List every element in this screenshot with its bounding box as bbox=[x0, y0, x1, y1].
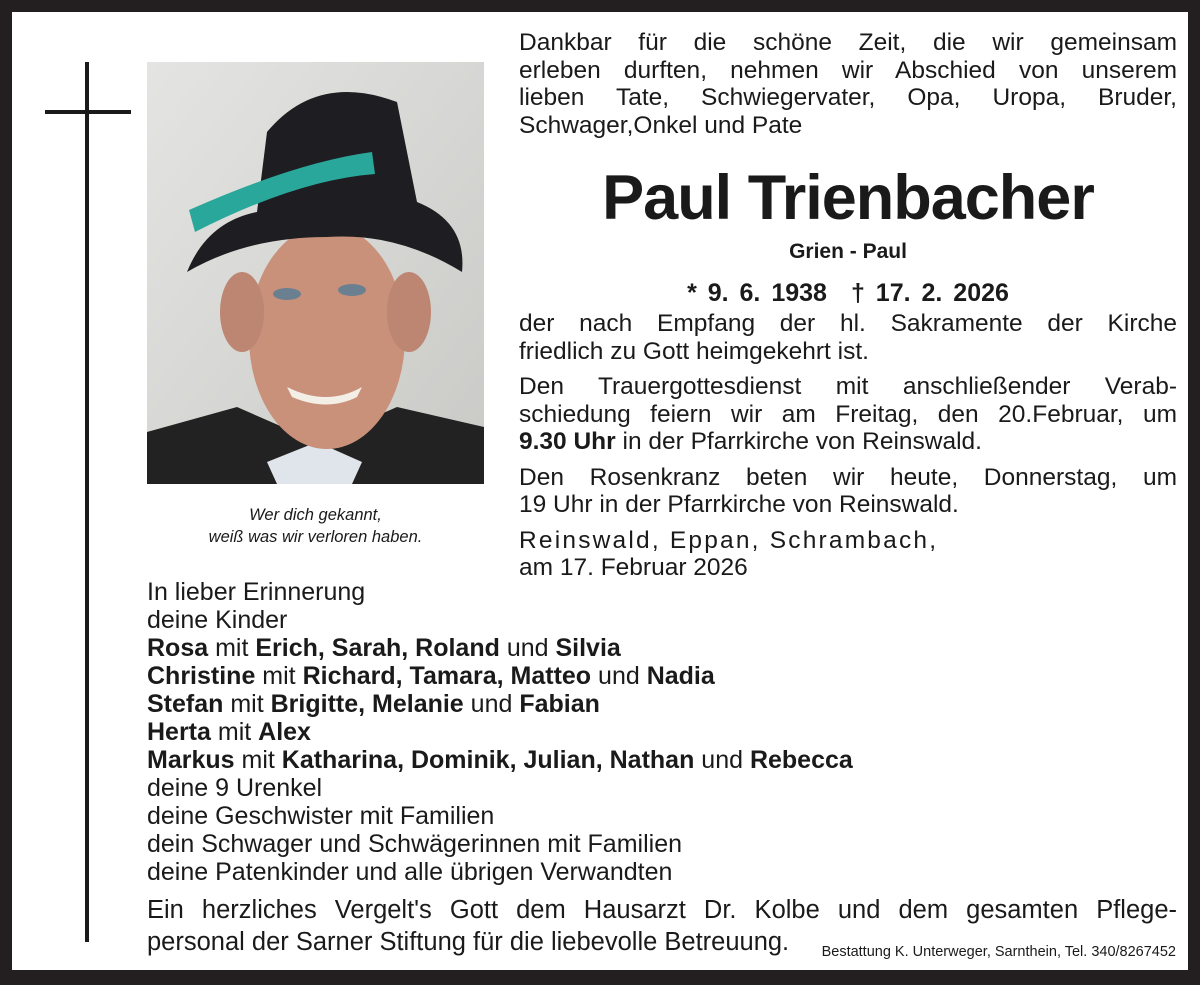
text-segment: deine Kinder bbox=[147, 606, 288, 634]
text-segment: und bbox=[463, 690, 520, 718]
text-segment: mit bbox=[234, 746, 282, 774]
bold-name: 9.30 Uhr bbox=[519, 428, 616, 455]
intro-line: erleben durften, nehmen wir Abschied von unserem bbox=[519, 56, 1177, 84]
text-segment: mit bbox=[255, 662, 303, 690]
text-segment: und bbox=[591, 662, 647, 690]
family-line bbox=[147, 802, 853, 830]
text-line bbox=[519, 310, 1177, 338]
birth-date: * 9. 6. 1938 bbox=[687, 279, 827, 307]
cross-icon-bar bbox=[45, 110, 131, 114]
text-segment: friedlich zu Gott heimgekehrt ist. bbox=[519, 337, 869, 365]
intro-text bbox=[519, 29, 1177, 139]
bold-name: Nadia bbox=[646, 662, 715, 690]
thanks-line: personal der Sarner Stiftung für die liebevolle Betreuung. bbox=[147, 928, 790, 956]
deceased-name: Paul Trienbacher bbox=[602, 163, 1094, 233]
text-segment: mit bbox=[210, 718, 259, 746]
family-line bbox=[147, 746, 853, 774]
text-segment: Den Trauergottesdienst mit anschließender Verab- bbox=[519, 373, 1177, 400]
bold-name: Markus bbox=[147, 746, 235, 774]
family-line bbox=[147, 774, 853, 802]
paragraph bbox=[519, 310, 1177, 365]
family-line bbox=[147, 578, 853, 606]
thanks-line: Ein herzliches Vergelt's Gott dem Hausarzt Dr. Kolbe und dem gesamten Pflege- bbox=[147, 896, 1177, 924]
text-segment: und bbox=[499, 634, 556, 662]
family-line bbox=[147, 858, 853, 886]
bold-name: Rebecca bbox=[749, 746, 853, 774]
text-segment: mit bbox=[223, 690, 271, 718]
bold-name: Christine bbox=[147, 662, 256, 690]
intro-line: Dankbar für die schöne Zeit, die wir gemeinsam bbox=[519, 29, 1177, 56]
bold-name: Rosa bbox=[147, 634, 209, 662]
nickname: Grien - Paul bbox=[789, 240, 907, 263]
text-segment: dein Schwager und Schwägerinnen mit Familien bbox=[147, 830, 683, 858]
bold-name: Richard, Tamara, Matteo bbox=[302, 662, 592, 690]
paragraph bbox=[519, 373, 1177, 456]
bold-name: Alex bbox=[258, 718, 311, 746]
bold-name: Brigitte, Melanie bbox=[270, 690, 464, 718]
caption-line: weiß was wir verloren haben. bbox=[208, 528, 423, 546]
text-segment: in der Pfarrkirche von Reinswald. bbox=[615, 428, 982, 455]
family-line bbox=[147, 690, 853, 718]
portrait-photo bbox=[147, 62, 484, 484]
text-segment: deine Geschwister mit Familien bbox=[147, 802, 495, 830]
obituary-notice bbox=[12, 12, 1188, 970]
funeral-home-footer: Bestattung K. Unterweger, Sarnthein, Tel. 340/8267452 bbox=[821, 944, 1176, 960]
bold-name: Erich, Sarah, Roland bbox=[255, 634, 500, 662]
family-line bbox=[147, 634, 853, 662]
family-line bbox=[147, 662, 853, 690]
place: Reinswald, Eppan, Schrambach, bbox=[519, 527, 939, 554]
text-segment: der nach Empfang der hl. Sakramente der Kirche bbox=[519, 310, 1177, 337]
text-line bbox=[519, 428, 1177, 456]
caption-line: Wer dich gekannt, bbox=[249, 506, 382, 524]
family-line bbox=[147, 718, 853, 746]
bold-name: Katharina, Dominik, Julian, Nathan bbox=[281, 746, 695, 774]
family-line bbox=[147, 830, 853, 858]
text-line bbox=[519, 401, 1177, 429]
death-date: † 17. 2. 2026 bbox=[850, 279, 1009, 307]
text-line bbox=[519, 338, 1177, 366]
text-segment: 19 Uhr in der Pfarrkirche von Reinswald. bbox=[519, 491, 959, 518]
bold-name: Stefan bbox=[147, 690, 224, 718]
text-segment: und bbox=[694, 746, 750, 774]
paragraph bbox=[519, 464, 1177, 519]
family-line bbox=[147, 606, 853, 634]
text-segment: In lieber Erinnerung bbox=[147, 578, 366, 606]
bold-name: Fabian bbox=[519, 690, 600, 718]
text-segment: schiedung feiern wir am Freitag, den 20.Februar, um bbox=[519, 400, 1177, 428]
text-line bbox=[519, 491, 1177, 519]
intro-line: Schwager,Onkel und Pate bbox=[519, 111, 803, 139]
date-line: am 17. Februar 2026 bbox=[519, 554, 748, 581]
cross-icon bbox=[85, 62, 89, 942]
text-segment: mit bbox=[208, 634, 256, 662]
text-line bbox=[519, 373, 1177, 401]
text-segment: deine Patenkinder und alle übrigen Verwandten bbox=[147, 858, 673, 886]
bold-name: Silvia bbox=[555, 634, 621, 662]
photo-caption bbox=[147, 504, 484, 548]
bold-name: Herta bbox=[147, 718, 211, 746]
life-dates bbox=[519, 279, 1177, 308]
text-line bbox=[519, 464, 1177, 492]
family-list bbox=[147, 578, 853, 886]
text-segment: deine 9 Urenkel bbox=[147, 774, 323, 802]
intro-line: lieben Tate, Schwiegervater, Opa, Uropa, Bruder, bbox=[519, 84, 1177, 111]
service-info bbox=[519, 310, 1177, 519]
text-segment: Den Rosenkranz beten wir heute, Donnerstag, um bbox=[519, 463, 1177, 491]
